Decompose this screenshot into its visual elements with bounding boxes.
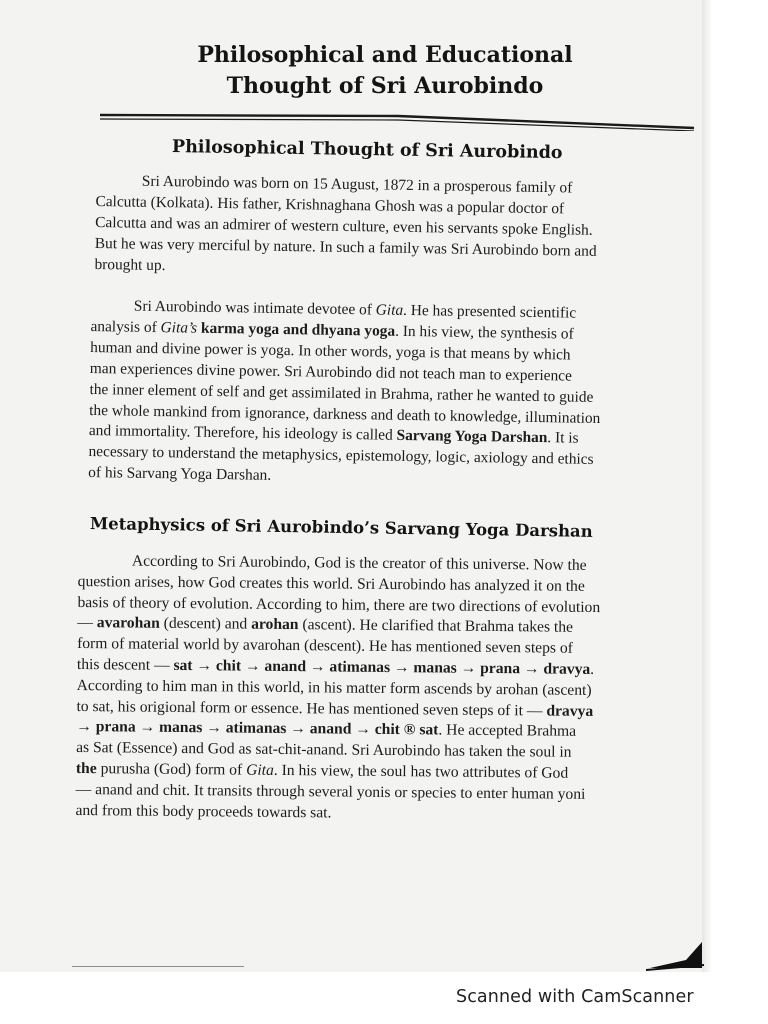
subheading-metaphysics: Metaphysics of Sri Aurobindo’s Sarvang Yoga Darshan	[89, 514, 593, 541]
text-line: of his Sarvang Yoga Darshan.	[88, 464, 272, 485]
camscanner-watermark: Scanned with CamScanner	[456, 987, 694, 1007]
text-bold: arohan	[251, 616, 299, 634]
paragraph-biography	[94, 171, 684, 285]
text-line: Calcutta (Kolkata). His father, Krishnaghana Ghosh was a popular doctor of	[95, 192, 565, 218]
text-bold: and	[282, 320, 309, 339]
chapter-title	[150, 40, 620, 102]
paragraph-gita	[88, 296, 685, 493]
text-line: According to him man in this world, in his matter form ascends by arohan (ascent)	[76, 676, 592, 699]
text-run: (descent) and	[159, 615, 252, 634]
text-run: analysis of	[90, 317, 161, 337]
page-edge-shadow	[702, 0, 712, 972]
text-bold: Sarvang Yoga Darshan	[396, 427, 548, 447]
text-run: to sat, his origional form or essence. He has mentioned seven steps of it —	[76, 697, 547, 720]
text-bold: the	[75, 759, 97, 778]
text-line: But he was very merciful by nature. In such a family was Sri Aurobindo born and	[94, 234, 597, 260]
text-run: purusha (God) form of	[96, 760, 247, 779]
text-line: brought up.	[94, 255, 166, 274]
text-bold: avarohan	[96, 614, 160, 633]
text-bold: karma yoga	[200, 319, 280, 338]
text-line: form of material world by avarohan (descent). He has mentioned seven steps of	[77, 635, 573, 657]
text-run: . In his view, the synthesis of	[395, 322, 574, 343]
text-bold: dravya	[546, 702, 594, 720]
text-run: Sri Aurobindo was intimate devotee of	[133, 297, 376, 319]
text-line: the whole mankind from ignorance, darkness and death to knowledge, illumination	[89, 401, 601, 427]
chapter-title-line2: Thought of Sri Aurobindo	[226, 73, 544, 99]
text-run: . In his view, the soul has two attributes of God	[273, 761, 569, 782]
text-line: as Sat (Essence) and God as sat-chit-anand. Sri Aurobindo has taken the soul in	[76, 739, 572, 761]
ascent-chain: → prana → manas → atimanas → anand → chit ® sat	[76, 718, 439, 739]
text-run: . It is	[547, 429, 579, 448]
text-line: and from this body proceeds towards sat.	[75, 801, 332, 822]
text-italic: Gita’s	[160, 319, 198, 337]
text-bold: dhyana yoga	[311, 321, 396, 340]
text-run: . He accepted Brahma	[438, 721, 577, 741]
text-italic: Gita	[246, 761, 274, 779]
text-line: Sri Aurobindo was born on 15 August, 1872 in a prosperous family of	[141, 172, 573, 197]
text-run: . He has presented scientific	[402, 301, 577, 322]
text-line: man experiences divine power. Sri Aurobindo did not teach man to experience	[89, 359, 573, 385]
text-line: According to Sri Aurobindo, God is the creator of this universe. Now the	[131, 552, 587, 574]
text-run: —	[77, 614, 97, 632]
text-line: basis of theory of evolution. According to him, there are two directions of evolution	[77, 593, 601, 616]
text-run: and immortality. Therefore, his ideology is called	[88, 422, 397, 445]
text-line: the inner element of self and get assimilated in Brahma, rather he wanted to guide	[89, 380, 594, 406]
text-line: Calcutta and was an admirer of western culture, even his servants spoke English.	[95, 213, 593, 239]
title-divider-rule	[98, 111, 696, 131]
footer-rule	[72, 966, 244, 967]
paragraph-metaphysics	[75, 551, 682, 827]
text-run: .	[590, 660, 595, 678]
text-line: human and divine power is yoga. In other words, yoga is that means by which	[90, 338, 571, 364]
chapter-title-line1: Philosophical and Educational	[197, 42, 573, 68]
descent-chain: sat → chit → anand → atimanas → manas → prana → dravya	[173, 656, 591, 678]
page-corner-mark	[646, 938, 704, 972]
text-italic: Gita	[375, 301, 404, 319]
text-run: (ascent). He clarified that Brahma takes the	[298, 616, 574, 637]
text-run: this descent —	[76, 655, 174, 674]
text-line: necessary to understand the metaphysics, epistemology, logic, axiology and ethics	[88, 443, 594, 469]
text-line: question arises, how God creates this world. Sri Aurobindo has analyzed it on the	[77, 572, 585, 595]
section-heading: Philosophical Thought of Sri Aurobindo	[171, 137, 563, 164]
text-line: — anand and chit. It transits through several yonis or species to enter human yoni	[75, 780, 586, 803]
